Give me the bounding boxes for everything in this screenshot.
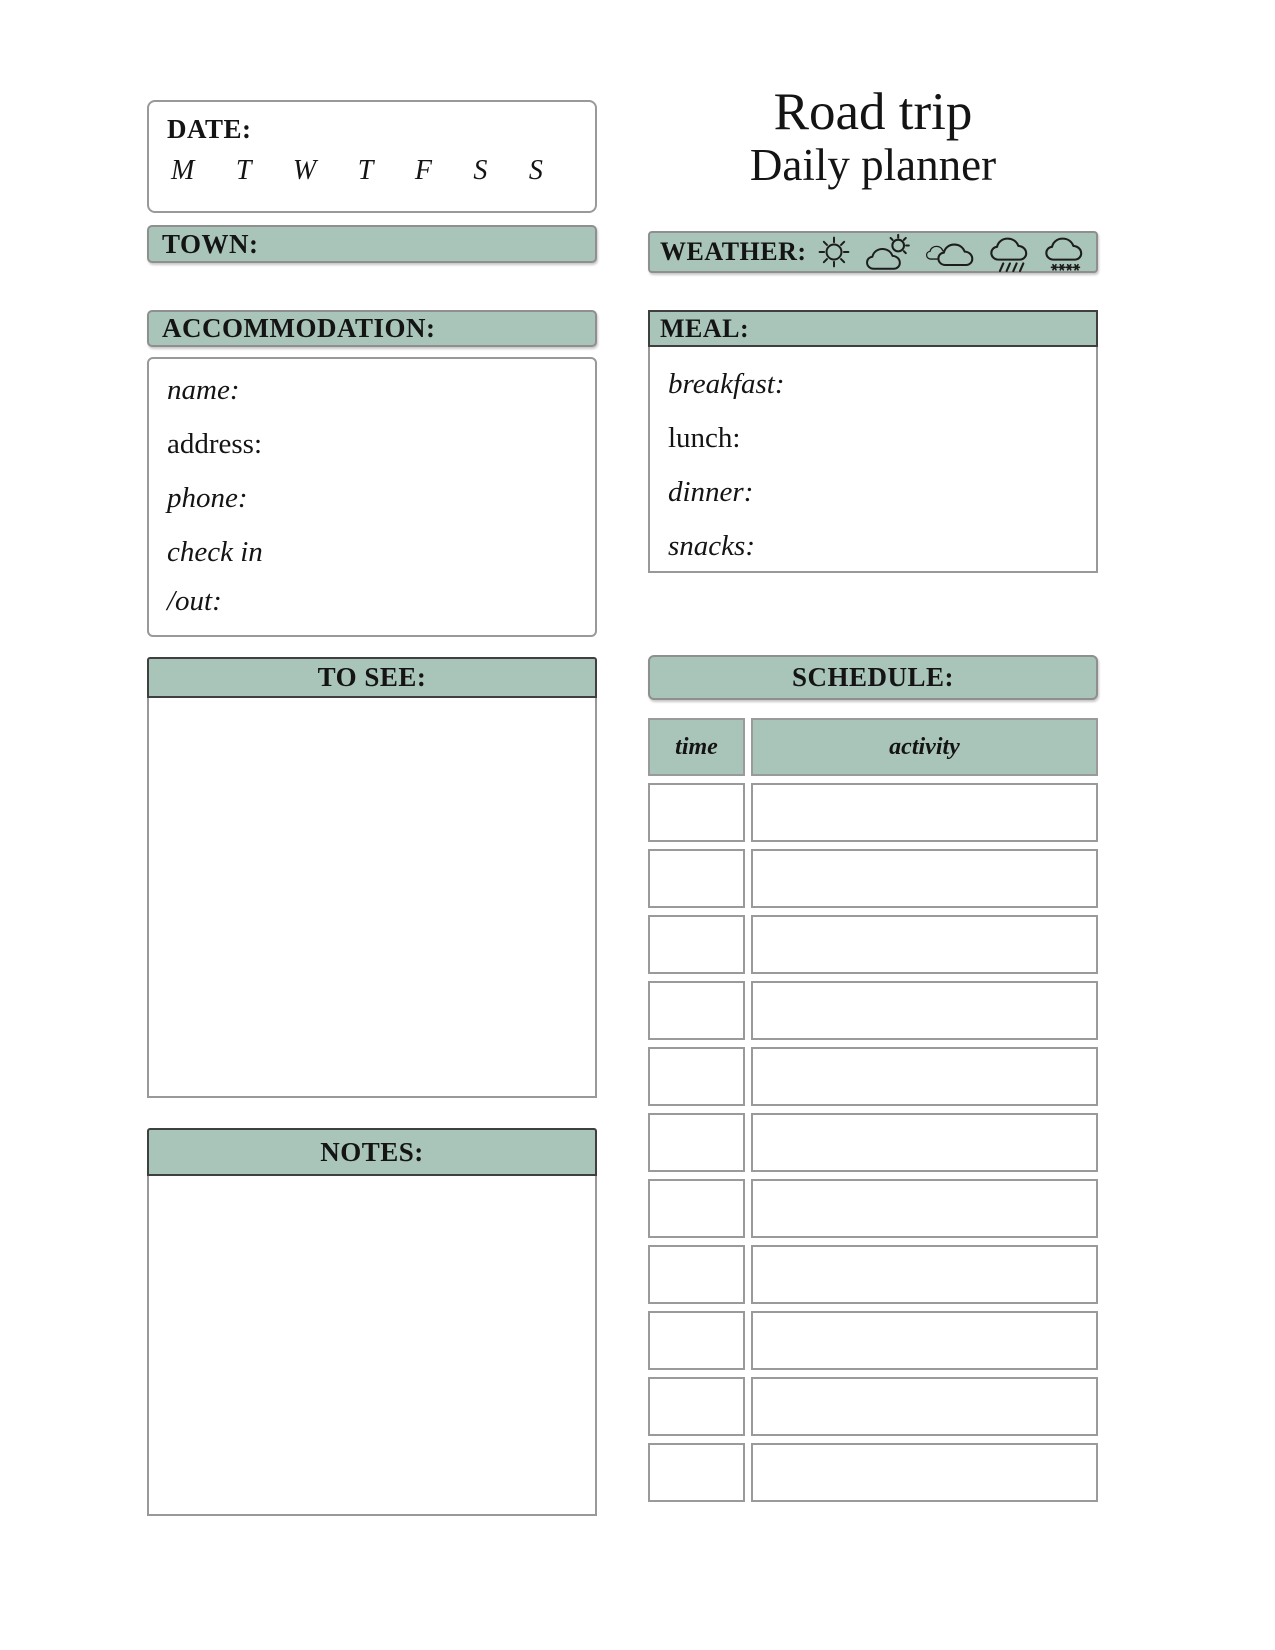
schedule-time-cell[interactable] [648, 1443, 745, 1502]
schedule-time-cell[interactable] [648, 849, 745, 908]
sun-behind-cloud-icon[interactable] [863, 233, 913, 271]
to-see-box[interactable] [147, 698, 597, 1098]
schedule-time-cell[interactable] [648, 783, 745, 842]
schedule-row [648, 783, 1098, 842]
schedule-row [648, 1311, 1098, 1370]
meal-label: MEAL: [660, 313, 750, 343]
weekday-letter[interactable]: T [357, 155, 374, 186]
schedule-row [648, 1377, 1098, 1436]
meal-field-dinner[interactable]: dinner: [668, 476, 754, 508]
to-see-label: TO SEE: [317, 662, 427, 692]
accommodation-header [147, 310, 597, 347]
accommodation-field-checkout[interactable]: /out: [167, 585, 222, 617]
schedule-time-cell[interactable] [648, 1047, 745, 1106]
schedule-time-column-header: time [648, 718, 745, 776]
schedule-activity-cell[interactable] [751, 849, 1098, 908]
rain-cloud-icon[interactable] [987, 231, 1031, 273]
weather-label: WEATHER: [660, 237, 807, 266]
snow-cloud-icon[interactable] [1042, 231, 1086, 273]
town-field[interactable] [147, 225, 597, 263]
weather-icon-row [816, 231, 1096, 273]
meal-field-breakfast[interactable]: breakfast: [668, 368, 785, 400]
schedule-activity-column-header: activity [751, 718, 1098, 776]
accommodation-field-address[interactable]: address: [167, 428, 263, 460]
schedule-time-cell[interactable] [648, 1179, 745, 1238]
notes-panel [147, 1128, 597, 1516]
meal-box[interactable] [648, 347, 1098, 573]
schedule-time-cell[interactable] [648, 981, 745, 1040]
town-label: TOWN: [162, 228, 259, 259]
schedule-activity-cell[interactable] [751, 1443, 1098, 1502]
sun-icon[interactable] [816, 234, 852, 270]
meal-header [648, 310, 1098, 347]
schedule-time-cell[interactable] [648, 1245, 745, 1304]
schedule-row [648, 849, 1098, 908]
schedule-time-cell[interactable] [648, 1113, 745, 1172]
weekday-letter[interactable]: F [414, 155, 432, 186]
schedule-row [648, 1179, 1098, 1238]
schedule-activity-cell[interactable] [751, 1377, 1098, 1436]
page-title-line2: Daily planner [749, 140, 997, 191]
schedule-activity-cell[interactable] [751, 1047, 1098, 1106]
accommodation-box[interactable] [147, 357, 597, 637]
schedule-row [648, 1245, 1098, 1304]
date-label: DATE: [167, 114, 252, 144]
notes-label: NOTES: [320, 1136, 424, 1167]
weekday-letter[interactable]: S [473, 155, 488, 186]
meal-field-snacks[interactable]: snacks: [668, 530, 755, 562]
schedule-row [648, 1047, 1098, 1106]
schedule-time-cell[interactable] [648, 915, 745, 974]
schedule-time-cell[interactable] [648, 1377, 745, 1436]
clouds-icon[interactable] [924, 235, 976, 269]
notes-box[interactable] [147, 1176, 597, 1516]
schedule-row [648, 1443, 1098, 1502]
date-box[interactable] [147, 100, 597, 213]
schedule-activity-cell[interactable] [751, 1179, 1098, 1238]
schedule-row [648, 915, 1098, 974]
to-see-header [147, 657, 597, 698]
weekday-row [171, 155, 543, 187]
schedule-header [648, 655, 1098, 700]
accommodation-label: ACCOMMODATION: [162, 313, 436, 343]
schedule-row [648, 981, 1098, 1040]
weekday-letter[interactable]: W [292, 155, 317, 186]
page-title-line1: Road trip [773, 83, 973, 141]
accommodation-field-checkin[interactable]: check in [167, 536, 263, 568]
schedule-table [648, 718, 1098, 1502]
schedule-row [648, 1113, 1098, 1172]
accommodation-field-name[interactable]: name: [167, 374, 240, 406]
schedule-activity-cell[interactable] [751, 783, 1098, 842]
meal-field-lunch[interactable]: lunch: [668, 422, 741, 454]
weekday-letter[interactable]: T [235, 155, 252, 186]
page-title [648, 84, 1098, 190]
notes-header [147, 1128, 597, 1176]
weather-bar [648, 231, 1098, 273]
schedule-activity-cell[interactable] [751, 1311, 1098, 1370]
schedule-activity-cell[interactable] [751, 981, 1098, 1040]
meal-panel [648, 310, 1098, 573]
weekday-letter[interactable]: S [528, 155, 543, 186]
schedule-activity-cell[interactable] [751, 1113, 1098, 1172]
weekday-letter[interactable]: M [171, 155, 195, 186]
schedule-activity-cell[interactable] [751, 915, 1098, 974]
accommodation-field-phone[interactable]: phone: [167, 482, 248, 514]
schedule-time-cell[interactable] [648, 1311, 745, 1370]
to-see-panel [147, 657, 597, 1098]
schedule-activity-cell[interactable] [751, 1245, 1098, 1304]
schedule-column-header-row [648, 718, 1098, 776]
schedule-label: SCHEDULE: [791, 662, 955, 692]
